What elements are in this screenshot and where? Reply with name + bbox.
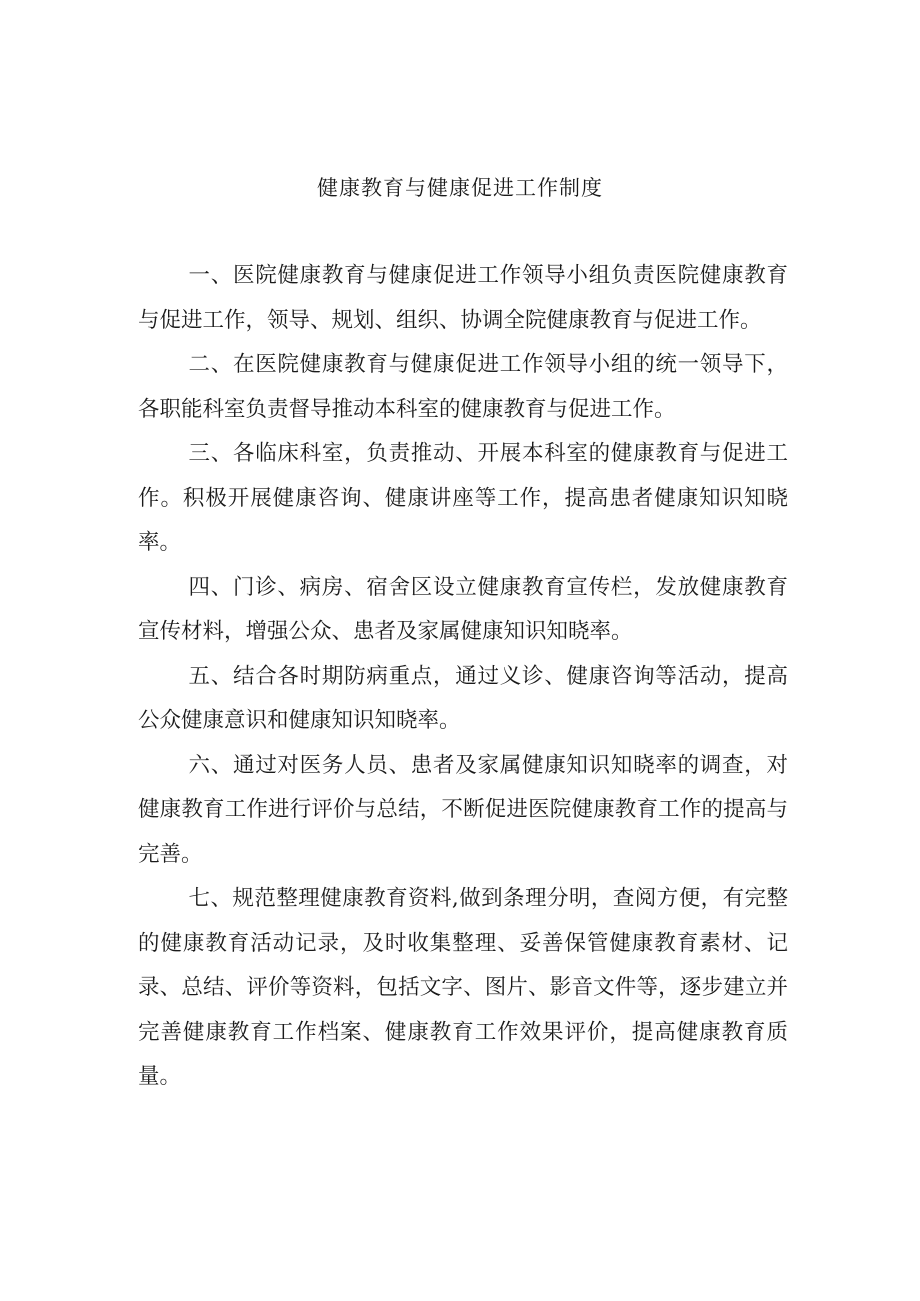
paragraph-3: 三、各临床科室，负责推动、开展本科室的健康教育与促进工作。积极开展健康咨询、健康讲座等工作，提高患者健康知识知晓率。 xyxy=(138,441,788,555)
paragraph-1: 一、医院健康教育与健康促进工作领导小组负责医院健康教育与促进工作，领导、规划、组织、协调全院健康教育与促进工作。 xyxy=(138,263,788,333)
paragraph-7: 七、规范整理健康教育资料,做到条理分明，查阅方便，有完整的健康教育活动记录，及时收集整理、妥善保管健康教育素材、记录、总结、评价等资料，包括文字、图片、影音文件等，逐步建立并完善健康教育工作档案、健康教育工作效果评价，提高健康教育质量。 xyxy=(138,886,788,1089)
document-title: 健康教育与健康促进工作制度 xyxy=(317,176,603,200)
paragraph-5: 五、结合各时期防病重点，通过义诊、健康咨询等活动，提高公众健康意识和健康知识知晓率。 xyxy=(138,663,788,733)
paragraph-6: 六、通过对医务人员、患者及家属健康知识知晓率的调查，对健康教育工作进行评价与总结，不断促进医院健康教育工作的提高与完善。 xyxy=(138,752,788,867)
paragraph-4: 四、门诊、病房、宿舍区设立健康教育宣传栏，发放健康教育宣传材料，增强公众、患者及家属健康知识知晓率。 xyxy=(138,574,788,644)
paragraph-2: 二、在医院健康教育与健康促进工作领导小组的统一领导下，各职能科室负责督导推动本科室的健康教育与促进工作。 xyxy=(138,352,788,422)
document-body xyxy=(138,254,788,1100)
